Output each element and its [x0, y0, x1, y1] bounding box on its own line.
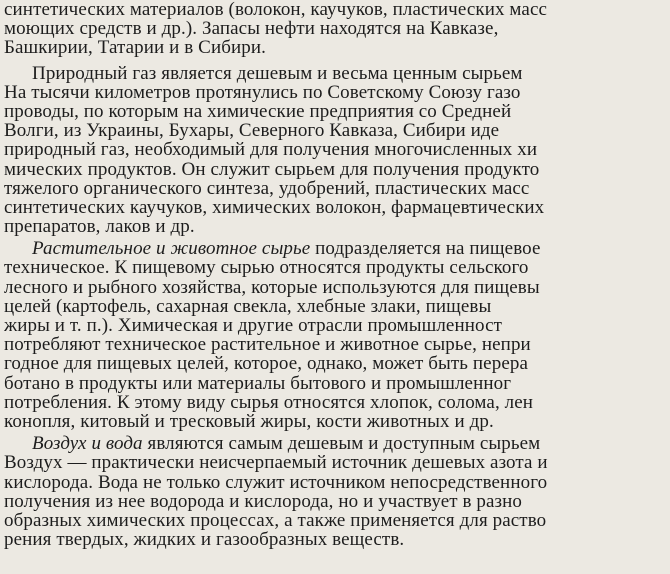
paragraph-4	[4, 434, 670, 549]
text-line: потребляют техническое растительное и животное сырье, непри	[4, 335, 531, 355]
text-line: Воздух — практически неисчерпаемый источник дешевых азота и	[4, 453, 548, 473]
text-line: годное для пищевых целей, которое, однако, может быть перера	[4, 354, 528, 374]
text-line: проводы, по которым на химические предприятия со Средней	[4, 101, 512, 122]
text-line: рения твердых, жидких и газообразных веществ.	[4, 530, 405, 550]
paragraph-1	[4, 0, 670, 58]
text-run: являются самым дешевым и доступным сырьем	[142, 434, 541, 454]
text-line: синтетических каучуков, химических волокон, фармацевтических	[4, 197, 545, 218]
text-line: ботано в продукты или материалы бытового и промышленног	[4, 373, 512, 393]
text-line	[4, 239, 670, 258]
text-line: получения из нее водорода и кислорода, но и участвует в разно	[4, 491, 523, 511]
text-run: подразделяется на пищевое	[310, 239, 541, 259]
text-line: препаратов, лаков и др.	[4, 217, 195, 237]
text-line: Волги, из Украины, Бухары, Северного Кавказа, Сибири иде	[4, 121, 500, 141]
text-line: техническое. К пищевому сырью относятся продукты сельского	[4, 258, 529, 278]
italic-term: Воздух и вода	[32, 434, 143, 454]
text-line: тяжелого органического синтеза, удобрений, пластических масс	[4, 178, 530, 198]
text-line: лесного и рыбного хозяйства, которые используются для пищевы	[4, 277, 540, 297]
italic-term: Растительное и животное сырье	[32, 239, 311, 259]
text-line: кислорода. Вода не только служит источником непосредственного	[4, 472, 548, 492]
text-line: На тысячи километров протянулись по Советскому Союзу газо	[4, 82, 521, 102]
text-line: жиры и т. п.). Химическая и другие отрасли промышленност	[4, 316, 503, 336]
text-line: природный газ, необходимый для получения многочисленных хи	[4, 140, 538, 160]
text-line: конопля, китовый и тресковый жиры, кости животных и др.	[4, 411, 494, 432]
text-line: мических продуктов. Он служит сырьем для получения продукто	[4, 159, 540, 179]
text-line: образных химических процессах, а также применяется для раство	[4, 510, 547, 531]
text-block	[4, 0, 670, 549]
paragraph-3	[4, 239, 670, 431]
paragraph-2	[4, 64, 670, 237]
text-line: Природный газ является дешевым и весьма ценным сырьем	[32, 63, 523, 83]
text-line	[4, 434, 670, 453]
text-line: моющих средств и др.). Запасы нефти находятся на Кавказе,	[4, 19, 499, 39]
text-line: потребления. К этому виду сырья относятся хлопок, солома, лен	[4, 392, 534, 412]
text-line: Башкирии, Татарии и в Сибири.	[4, 38, 266, 58]
text-line: целей (картофель, сахарная свекла, хлебные злаки, пищевы	[4, 296, 492, 316]
text-line: синтетических материалов (волокон, каучуков, пластических масс	[4, 0, 548, 20]
